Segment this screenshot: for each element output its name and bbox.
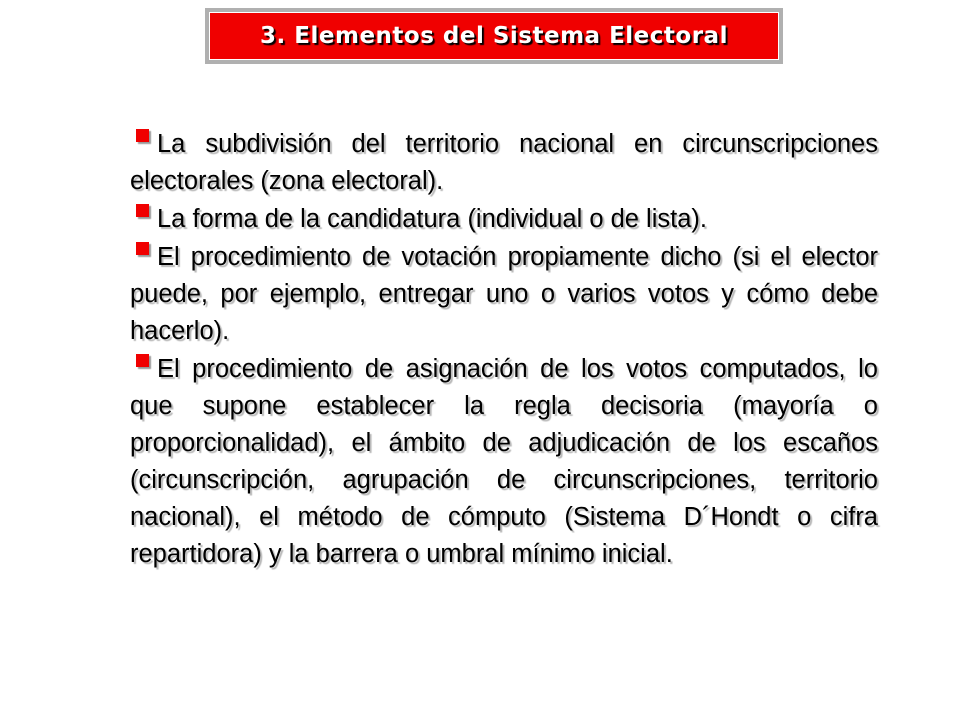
list-item-text: La forma de la candidatura (individual o de lista). xyxy=(157,205,707,233)
list-item-2 xyxy=(130,201,878,238)
slide-title: 3. Elementos del Sistema Electoral xyxy=(260,23,728,49)
list-item-4 xyxy=(130,351,878,573)
list-item-3 xyxy=(130,239,878,350)
square-bullet-icon xyxy=(136,242,149,255)
title-banner xyxy=(205,8,783,64)
title-banner-inner xyxy=(209,12,779,60)
list-item-1 xyxy=(130,126,878,200)
list-item-text: La subdivisión del territorio nacional en circunscripciones electorales (zona electoral). xyxy=(130,130,878,195)
list-item-text: El procedimiento de votación propiamente dicho (si el elector puede, por ejemplo, entregar uno o varios votos y cómo debe hacerlo). xyxy=(130,243,878,345)
bullet-list xyxy=(130,126,878,573)
square-bullet-icon xyxy=(136,129,149,142)
square-bullet-icon xyxy=(136,354,149,367)
square-bullet-icon xyxy=(136,204,149,217)
list-item-text: El procedimiento de asignación de los votos computados, lo que supone establecer la regla decisoria (mayoría o proporcionalidad), el ámbito de adjudicación de los escaños (circunscripción, agrupación de circunscripciones, territorio nacional), el método de cómputo (Sistema D´Hondt o cifra repartidora) y la barrera o umbral mínimo inicial. xyxy=(130,355,878,568)
